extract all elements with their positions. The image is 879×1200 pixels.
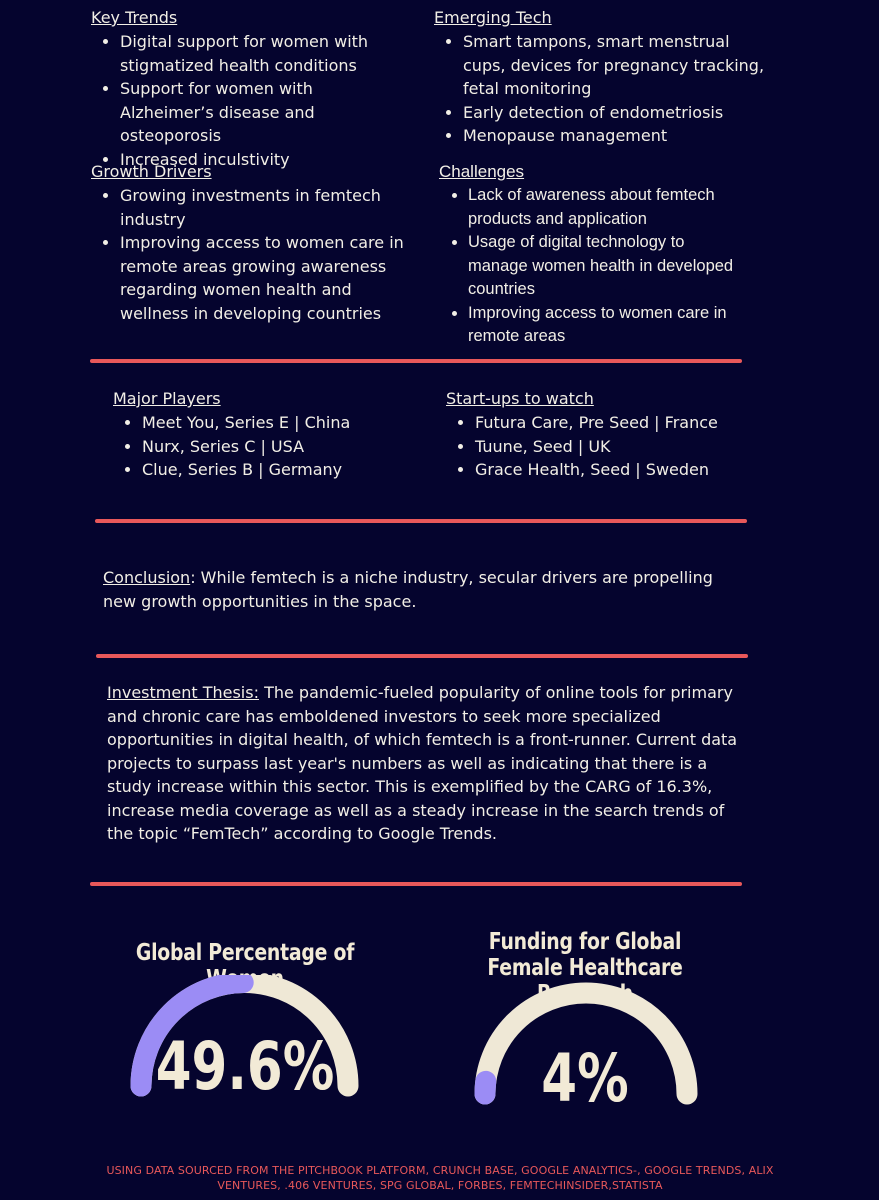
growth-drivers-title: Growth Drivers bbox=[91, 162, 212, 181]
conclusion-text bbox=[103, 566, 743, 613]
startups-title: Start-ups to watch bbox=[446, 389, 594, 408]
list-item: • Menopause management bbox=[463, 124, 769, 148]
emerging-tech-section bbox=[434, 8, 769, 148]
key-trends-section bbox=[91, 8, 411, 171]
list-item: • Tuune, Seed | UK bbox=[475, 435, 766, 459]
gauge-funding-title: Funding for Global Female Healthcare Research bbox=[487, 929, 683, 1007]
emerging-tech-title: Emerging Tech bbox=[434, 8, 552, 27]
list-item: • Increased inculstivity bbox=[120, 148, 411, 172]
list-item: • Growing investments in femtech industry bbox=[120, 184, 411, 231]
investment-thesis-text bbox=[107, 681, 755, 846]
conclusion-section bbox=[103, 566, 743, 613]
sources-footer: USING DATA SOURCED FROM THE PITCHBOOK PLATFORM, CRUNCH BASE, GOOGLE ANALYTICS-, GOOGLE TRENDS, ALIX VENTURES, .406 VENTURES, SPG GLOBAL, FORBES, FEMTECHINSIDER,STATISTA bbox=[106, 1164, 774, 1192]
key-trends-list bbox=[91, 30, 411, 171]
list-item: • Meet You, Series E | China bbox=[142, 411, 413, 435]
emerging-tech-list bbox=[434, 30, 769, 148]
gauge-women-value: 49.6% bbox=[155, 1028, 335, 1105]
list-item: • Lack of awareness about femtech products and application bbox=[468, 184, 739, 231]
list-item: • Improving access to women care in remote areas growing awareness regarding women health and wellness in developing countries bbox=[120, 231, 411, 325]
investment-thesis-label: Investment Thesis: bbox=[107, 683, 259, 702]
list-item: • Improving access to women care in remote areas bbox=[468, 302, 739, 349]
growth-drivers-section bbox=[91, 162, 411, 325]
investment-thesis-section bbox=[107, 681, 755, 846]
key-trends-title: Key Trends bbox=[91, 8, 178, 27]
section-divider bbox=[90, 882, 742, 886]
list-item: • Grace Health, Seed | Sweden bbox=[475, 458, 766, 482]
list-item: • Futura Care, Pre Seed | France bbox=[475, 411, 766, 435]
major-players-title: Major Players bbox=[113, 389, 221, 408]
section-divider bbox=[90, 359, 742, 363]
challenges-list bbox=[439, 184, 739, 349]
challenges-title: Challenges bbox=[439, 162, 525, 181]
section-divider bbox=[96, 654, 748, 658]
investment-thesis-body: The pandemic-fueled popularity of online tools for primary and chronic care has emboldened investors to seek more specialized opportunities in digital health, of which femtech is a front-runner. Current data projects to surpass last year's numbers as well as indicating that there is a study increase within this sector. This is exemplified by the CARG of 16.3%, increase media coverage as well as a steady increase in the search trends of the topic “FemTech” according to Google Trends. bbox=[107, 683, 738, 843]
list-item: • Nurx, Series C | USA bbox=[142, 435, 413, 459]
conclusion-body: : While femtech is a niche industry, secular drivers are propelling new growth opportunities in the space. bbox=[103, 568, 713, 611]
startups-section bbox=[446, 389, 766, 482]
startups-list bbox=[446, 411, 766, 482]
section-divider bbox=[95, 519, 747, 523]
major-players-list bbox=[113, 411, 413, 482]
list-item: • Smart tampons, smart menstrual cups, devices for pregnancy tracking, fetal monitoring bbox=[463, 30, 769, 101]
list-item: • Digital support for women with stigmatized health conditions bbox=[120, 30, 411, 77]
list-item: • Clue, Series B | Germany bbox=[142, 458, 413, 482]
major-players-section bbox=[113, 389, 413, 482]
challenges-section bbox=[439, 162, 739, 349]
conclusion-label: Conclusion bbox=[103, 568, 191, 587]
growth-drivers-list bbox=[91, 184, 411, 325]
list-item: • Usage of digital technology to manage women health in developed countries bbox=[468, 231, 739, 302]
list-item: • Early detection of endometriosis bbox=[463, 101, 769, 125]
gauge-funding-value: 4% bbox=[541, 1040, 629, 1117]
list-item: • Support for women with Alzheimer’s disease and osteoporosis bbox=[120, 77, 411, 148]
gauge-women-title: Global Percentage of Women bbox=[135, 940, 355, 992]
